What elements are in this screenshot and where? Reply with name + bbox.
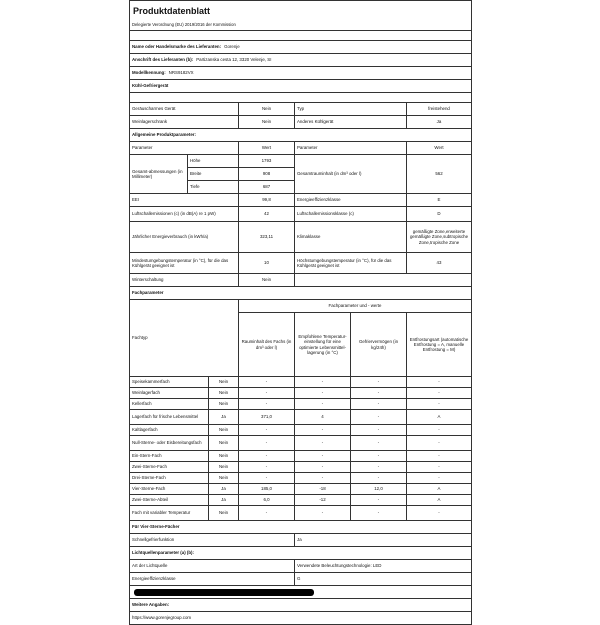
compartment-row — [130, 425, 472, 436]
light-class-label: Energieeffizienzklasse — [130, 573, 295, 586]
compartment-present: Nein — [209, 425, 239, 436]
compartment-defrost: A — [407, 410, 472, 425]
noise-class-label: Luftschallemissionsklasse (c) — [295, 207, 407, 222]
compartment-volume: 185,0 — [239, 484, 295, 495]
compartment-row — [130, 377, 472, 388]
compartment-temp: - — [295, 473, 351, 484]
compartment-defrost: - — [407, 473, 472, 484]
max-ambient-temp-value: 43 — [407, 253, 472, 274]
compartment-volume: - — [239, 388, 295, 399]
device-type-heading: Kühl-Gefriergerät — [130, 80, 472, 93]
fast-freeze-label: Schnellgefrierfunktion — [130, 534, 295, 547]
compartment-row — [130, 451, 472, 462]
compartment-temp: - — [295, 377, 351, 388]
four-star-heading: Für Vier-Sterne-Fächer — [130, 521, 472, 534]
fast-freeze-value: Ja — [295, 534, 472, 547]
compartment-present: Nein — [209, 436, 239, 451]
compartment-defrost: - — [407, 388, 472, 399]
noise-class-value: D — [407, 207, 472, 222]
compartment-freeze: 12,0 — [351, 484, 407, 495]
compartment-defrost: A — [407, 495, 472, 506]
compartment-freeze: - — [351, 495, 407, 506]
compartment-row — [130, 462, 472, 473]
compartment-present: Nein — [209, 377, 239, 388]
compartment-name: Kaltlagerfach — [130, 425, 209, 436]
width-value: 908 — [239, 168, 295, 181]
spacer — [130, 31, 472, 41]
compartment-temp: - — [295, 506, 351, 521]
compartment-row — [130, 399, 472, 410]
supplier-name-row — [130, 41, 472, 54]
compartment-row — [130, 388, 472, 399]
depth-value: 687 — [239, 181, 295, 194]
supplier-address-label: Anschrift des Lieferanten (b): — [132, 57, 194, 63]
compartment-row — [130, 473, 472, 484]
compartment-volume: - — [239, 506, 295, 521]
compartment-volume: - — [239, 377, 295, 388]
max-ambient-temp-label: Höchstumgebungstemperatur (in °C), für die das Kühlgerät geeignet ist — [295, 253, 407, 274]
compartment-row — [130, 410, 472, 425]
compartment-type-header: Fachtyp — [130, 300, 239, 377]
spacer — [130, 93, 472, 103]
annual-energy-value: 323,11 — [239, 222, 295, 253]
height-value: 1793 — [239, 155, 295, 168]
quiet-label: Geräuscharmes Gerät — [130, 103, 239, 116]
compartment-freeze: - — [351, 410, 407, 425]
sheet-table — [129, 0, 472, 625]
compartment-name: Drei-Sterne-Fach — [130, 473, 209, 484]
eei-value: 99,8 — [239, 194, 295, 207]
compartment-volume: - — [239, 462, 295, 473]
compartment-name: Ein-Stern-Fach — [130, 451, 209, 462]
compartment-temp: - — [295, 462, 351, 473]
light-kind-value: Verwendete Beleuchtungstechnologie: LED — [295, 560, 472, 573]
winter-mode-label: Winterschaltung — [130, 274, 239, 287]
compartment-defrost-header: Entfrostungsart (automatische Entfrostung = A, manuelle Entfrostung = M) — [407, 313, 472, 377]
compartment-row — [130, 495, 472, 506]
redacted-row — [130, 586, 472, 599]
compartment-present: Nein — [209, 451, 239, 462]
light-heading: Lichtquellenparameter (a) (b): — [130, 547, 472, 560]
model-label: Modellkennung: — [132, 70, 166, 76]
wine-cabinet-label: Weinlagerschrank — [130, 116, 239, 129]
compartments-heading: Fachparameter — [130, 287, 472, 300]
other-appliance-value: Ja — [407, 116, 472, 129]
compartment-defrost: - — [407, 399, 472, 410]
model-row — [130, 67, 472, 80]
compartment-freeze: - — [351, 462, 407, 473]
compartment-present: Nein — [209, 506, 239, 521]
light-class-value: G — [295, 573, 472, 586]
compartment-volume: - — [239, 399, 295, 410]
sheet-title: Produktdatenblatt — [130, 1, 472, 22]
compartment-volume: 371,0 — [239, 410, 295, 425]
compartment-defrost: A — [407, 484, 472, 495]
supplier-name-label: Name oder Handelsmarke des Lieferanten: — [132, 44, 222, 50]
compartment-row — [130, 436, 472, 451]
compartment-name: Lagerfach für frische Lebensmittel — [130, 410, 209, 425]
compartment-name: Weinlagerfach — [130, 388, 209, 399]
compartment-volume: - — [239, 425, 295, 436]
product-data-sheet — [129, 0, 471, 621]
compartment-volume: - — [239, 451, 295, 462]
more-info-heading: Weitere Angaben: — [130, 599, 472, 612]
eei-label: EEI — [130, 194, 239, 207]
energy-class-label: Energieeffizienzklasse — [295, 194, 407, 207]
compartment-name: Kellerfach — [130, 399, 209, 410]
compartment-present: Ja — [209, 410, 239, 425]
dimensions-label: Gesamt-abmessungen (in Millimeter) — [130, 155, 188, 194]
height-label: Höhe — [188, 155, 239, 168]
min-ambient-temp-value: 10 — [239, 253, 295, 274]
compartment-temp: -12 — [295, 495, 351, 506]
compartment-group-header: Fachparameter und - werte — [239, 300, 472, 313]
compartment-freeze: - — [351, 399, 407, 410]
noise-value: 42 — [239, 207, 295, 222]
compartment-present: Ja — [209, 495, 239, 506]
compartment-present: Nein — [209, 399, 239, 410]
annual-energy-label: Jährlicher Energieverbrauch (in kWh/a) — [130, 222, 239, 253]
compartment-temp: -18 — [295, 484, 351, 495]
type-value: freistehend — [407, 103, 472, 116]
compartment-freeze: - — [351, 473, 407, 484]
compartment-name: Zwei-Sterne-Fach — [130, 462, 209, 473]
wine-cabinet-value: Nein — [239, 116, 295, 129]
more-info-link[interactable]: https://www.gorenjegroup.com — [130, 612, 472, 625]
noise-label: Luftschallemissionen (c) (in dB(A) re 1 pW) — [130, 207, 239, 222]
sheet-subtitle: Delegierte Verordnung (EU) 2019/2016 der Kommission — [130, 21, 472, 31]
compartment-temp: - — [295, 399, 351, 410]
compartment-present: Nein — [209, 462, 239, 473]
width-label: Breite — [188, 168, 239, 181]
col-param-right: Parameter — [295, 142, 407, 155]
empty-cell — [295, 274, 472, 287]
compartment-freeze: - — [351, 451, 407, 462]
compartment-defrost: - — [407, 425, 472, 436]
compartment-row — [130, 506, 472, 521]
supplier-name-value: Gorenje — [224, 44, 240, 50]
compartment-volume: - — [239, 473, 295, 484]
compartment-temp: - — [295, 388, 351, 399]
compartment-defrost: - — [407, 377, 472, 388]
compartment-rows — [130, 377, 472, 521]
quiet-value: Nein — [239, 103, 295, 116]
compartment-present: Ja — [209, 484, 239, 495]
compartment-temp-header: Empfohlene Temperatur-einstellung für eine optimierte Lebensmittel-lagerung (in °C) — [295, 313, 351, 377]
compartment-freeze: - — [351, 425, 407, 436]
compartment-volume-header: Rauminhalt des Fachs (in dm³ oder l) — [239, 313, 295, 377]
winter-mode-value: Nein — [239, 274, 295, 287]
compartment-volume: - — [239, 436, 295, 451]
compartment-temp: - — [295, 451, 351, 462]
model-value: NRS9182VX — [168, 70, 194, 76]
compartment-freeze: - — [351, 436, 407, 451]
compartment-present: Nein — [209, 388, 239, 399]
compartment-name: Null-Sterne- oder Eisbereitungsfach — [130, 436, 209, 451]
col-value-right: Wert — [407, 142, 472, 155]
col-param-left: Parameter — [130, 142, 239, 155]
compartment-defrost: - — [407, 462, 472, 473]
climate-class-label: Klimaklasse — [295, 222, 407, 253]
compartment-temp: - — [295, 436, 351, 451]
min-ambient-temp-label: Mindestumgebungstemperatur (in °C), für die das Kühlgerät geeignet ist — [130, 253, 239, 274]
light-kind-label: Art der Lichtquelle — [130, 560, 295, 573]
compartment-defrost: - — [407, 451, 472, 462]
compartment-row — [130, 484, 472, 495]
col-value-left: Wert — [239, 142, 295, 155]
compartment-defrost: - — [407, 436, 472, 451]
total-volume-value: 562 — [407, 155, 472, 194]
compartment-present: Nein — [209, 473, 239, 484]
compartment-freeze: - — [351, 388, 407, 399]
climate-class-value: gemäßigte Zone,erweiterte gemäßigte Zone,subtropische Zone,tropische Zone — [407, 222, 472, 253]
general-heading: Allgemeine Produktparameter: — [130, 129, 472, 142]
compartment-temp: - — [295, 425, 351, 436]
type-label: Typ — [295, 103, 407, 116]
compartment-freeze-header: Gefriervermögen (in kg/24h) — [351, 313, 407, 377]
compartment-name: Zwei-Sterne-Abteil — [130, 495, 209, 506]
redaction-bar — [134, 589, 314, 596]
supplier-address-value: Partizanska cesta 12, 3320 Velenje, SI — [196, 57, 272, 63]
compartment-temp: 4 — [295, 410, 351, 425]
compartment-defrost: - — [407, 506, 472, 521]
depth-label: Tiefe — [188, 181, 239, 194]
compartment-name: Speisekammerfach — [130, 377, 209, 388]
total-volume-label: Gesamtrauminhalt (in dm³ oder l) — [295, 155, 407, 194]
supplier-address-row — [130, 54, 472, 67]
other-appliance-label: Anderes Kühlgerät — [295, 116, 407, 129]
compartment-name: Vier-Sterne-Fach — [130, 484, 209, 495]
compartment-name: Fach mit variabler Temperatur — [130, 506, 209, 521]
compartment-freeze: - — [351, 506, 407, 521]
compartment-freeze: - — [351, 377, 407, 388]
energy-class-value: E — [407, 194, 472, 207]
compartment-volume: 6,0 — [239, 495, 295, 506]
